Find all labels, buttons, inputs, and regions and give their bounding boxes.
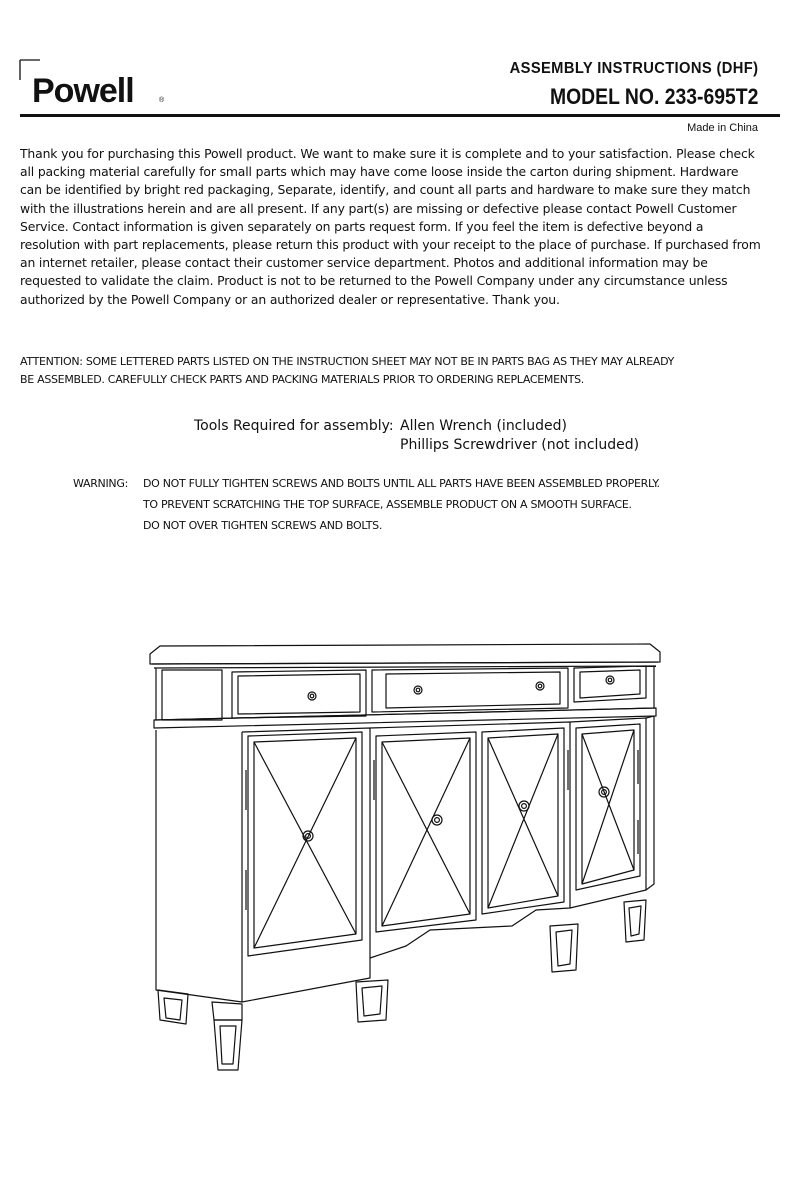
warning-line: TO PREVENT SCRATCHING THE TOP SURFACE, ASSEMBLE PRODUCT ON A SMOOTH SURFACE.: [143, 498, 632, 511]
tools-required: [194, 417, 639, 455]
powell-logo: [18, 58, 168, 114]
warning-line: DO NOT OVER TIGHTEN SCREWS AND BOLTS.: [143, 519, 383, 532]
tool-item: Phillips Screwdriver (not included): [400, 437, 640, 453]
document-header: [488, 60, 758, 110]
made-in-label: Made in China: [687, 122, 758, 134]
intro-line: can be identified by bright red packaging, Separate, identify, and count all parts and hardware to make sure they match: [20, 182, 751, 198]
tools-label: Tools Required for assembly:: [194, 418, 394, 434]
logo-text: Powell: [32, 72, 134, 110]
intro-line: all packing material carefully for small parts which may have come loose inside the carton during shipment. Hardware: [20, 164, 739, 180]
intro-line: an internet retailer, please contact their customer service department. Photos and additional information may be: [20, 255, 708, 271]
intro-line: requested to validate the claim. Product is not to be returned to the Powell Company under any circumstance unless: [20, 273, 728, 289]
sideboard-cabinet-illustration: [140, 640, 670, 1080]
document-title: ASSEMBLY INSTRUCTIONS (DHF): [509, 60, 758, 77]
header-rule: [20, 114, 780, 117]
attention-line: BE ASSEMBLED. CAREFULLY CHECK PARTS AND PACKING MATERIALS PRIOR TO ORDERING REPLACEMENTS.: [20, 373, 584, 386]
intro-line: Thank you for purchasing this Powell product. We want to make sure it is complete and to your satisfaction. Please check: [20, 146, 755, 161]
warning-line: DO NOT FULLY TIGHTEN SCREWS AND BOLTS UNTIL ALL PARTS HAVE BEEN ASSEMBLED PROPERLY.: [143, 477, 660, 490]
warning-label: WARNING:: [73, 477, 128, 490]
intro-line: with the illustrations herein and are all present. If any part(s) are missing or defective please contact Powell Customer: [20, 200, 737, 216]
tool-item: Allen Wrench (included): [400, 418, 567, 434]
svg-text:®: ®: [159, 97, 165, 104]
model-number: MODEL NO. 233-695T2: [549, 84, 758, 109]
warning-notice: [73, 473, 660, 536]
intro-paragraph: [20, 145, 788, 309]
intro-line: resolution with part replacements, please return this product with your receipt to the place of purchase. If purchased from: [20, 237, 761, 253]
attention-line: ATTENTION: SOME LETTERED PARTS LISTED ON THE INSTRUCTION SHEET MAY NOT BE IN PARTS BAG AS THEY MAY ALREADY: [20, 355, 675, 368]
attention-notice: [20, 353, 790, 389]
intro-line: Service. Contact information is given separately on parts request form. If you feel the item is defective beyond a: [20, 218, 704, 234]
intro-line: authorized by the Powell Company or an authorized dealer or representative. Thank you.: [20, 291, 560, 307]
